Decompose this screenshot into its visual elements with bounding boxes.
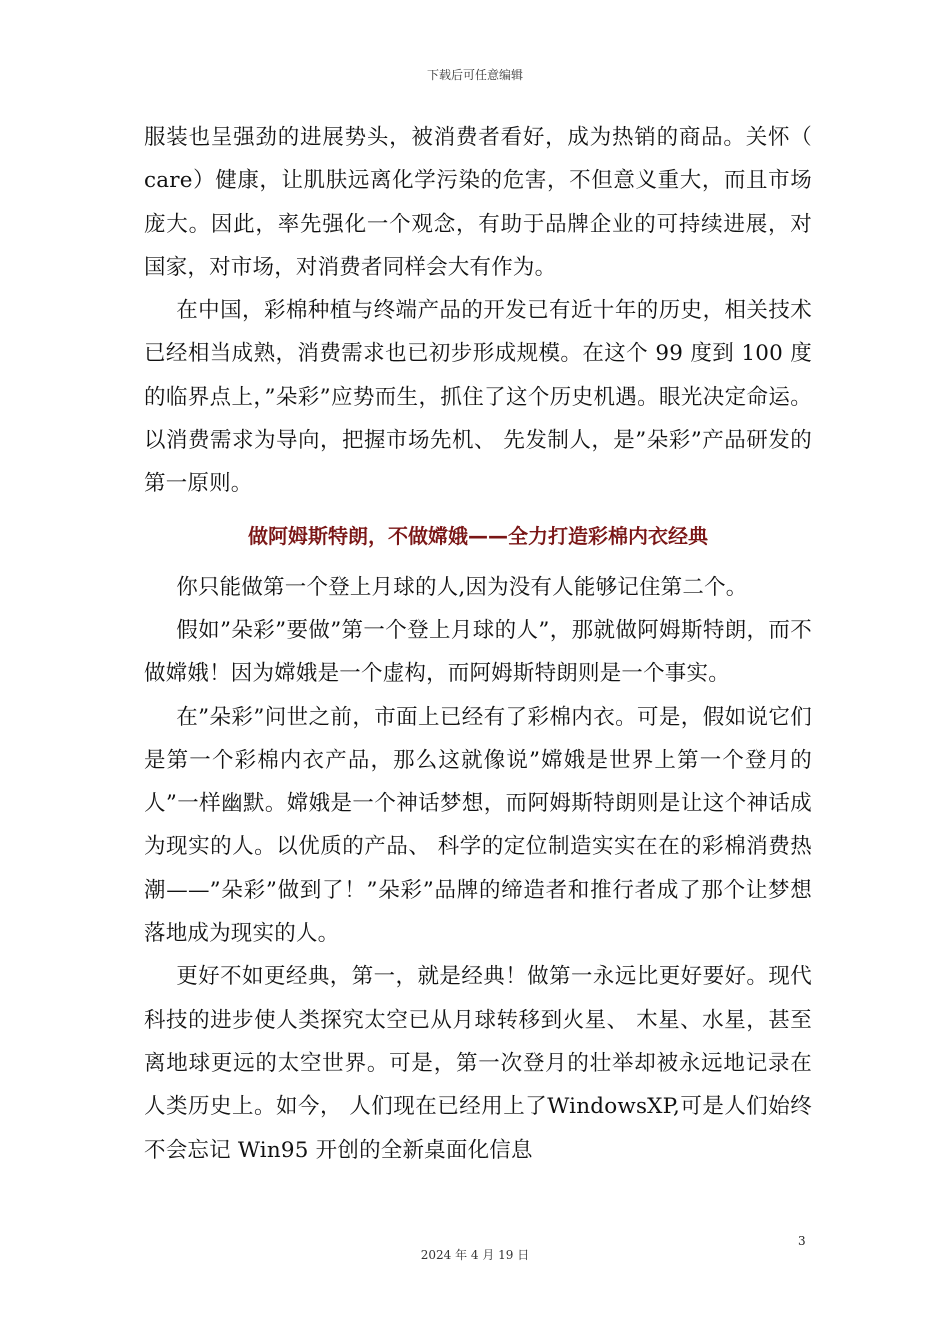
paragraph-before-duocai: 在”朵彩”问世之前，市面上已经有了彩棉内衣。可是，假如说它们是第一个彩棉内衣产品，那么这就像说”嫦娥是世界上第一个登月的人”一样幽默。嫦娥是一个神话梦想，而阿姆斯特朗则是让这个神话成为现实的人。以优质的产品、 科学的定位制造实实在在的彩棉消费热潮——”朵彩”做到了！”朵彩”品牌的缔造者和推行者成了那个让梦想落地成为现实的人。 bbox=[144, 704, 812, 947]
paragraph-classic-first: 更好不如更经典，第一，就是经典！做第一永远比更好要好。现代科技的进步使人类探究太空已从月球转移到火星、 木星、水星，甚至离地球更远的太空世界。可是，第一次登月的壮举却被永远地记录在人类历史上。如今， 人们现在已经用上了WindowsXP,可是人们始终不会忘记 Win95 开创的全新桌面化信息 bbox=[144, 964, 812, 1163]
paragraph-continuation: 服装也呈强劲的进展势头，被消费者看好，成为热销的商品。关怀（ care）健康，让肌肤远离化学污染的危害，不但意义重大，而且市场庞大。因此，率先强化一个观念，有助于品牌企业的可持续进展，对国家，对市场，对消费者同样会大有作为。 bbox=[144, 125, 812, 280]
paragraph-armstrong-not-change: 假如”朵彩”要做”第一个登上月球的人”，那就做阿姆斯特朗，而不做嫦娥！因为嫦娥是一个虚构，而阿姆斯特朗则是一个事实。 bbox=[144, 617, 812, 687]
page-number: 3 bbox=[798, 1234, 806, 1248]
page-footer-date: 2024 年 4 月 19 日 bbox=[420, 1248, 530, 1262]
body-content bbox=[144, 116, 812, 1172]
paragraph-first-on-moon: 你只能做第一个登上月球的人,因为没有人能够记住第二个。 bbox=[176, 574, 748, 600]
paragraph-china-colored-cotton: 在中国，彩棉种植与终端产品的开发已有近十年的历史，相关技术已经相当成熟，消费需求也已初步形成规模。在这个 99 度到 100 度的临界点上，”朵彩”应势而生，抓住了这个历史机遇。眼光决定命运。以消费需求为导向，把握市场先机、 先发制人，是”朵彩”产品研发的第一原则。 bbox=[144, 298, 812, 497]
section-heading: 做阿姆斯特朗，不做嫦娥——全力打造彩棉内衣经典 bbox=[248, 523, 708, 548]
page-header: 下载后可任意编辑 bbox=[426, 68, 523, 82]
